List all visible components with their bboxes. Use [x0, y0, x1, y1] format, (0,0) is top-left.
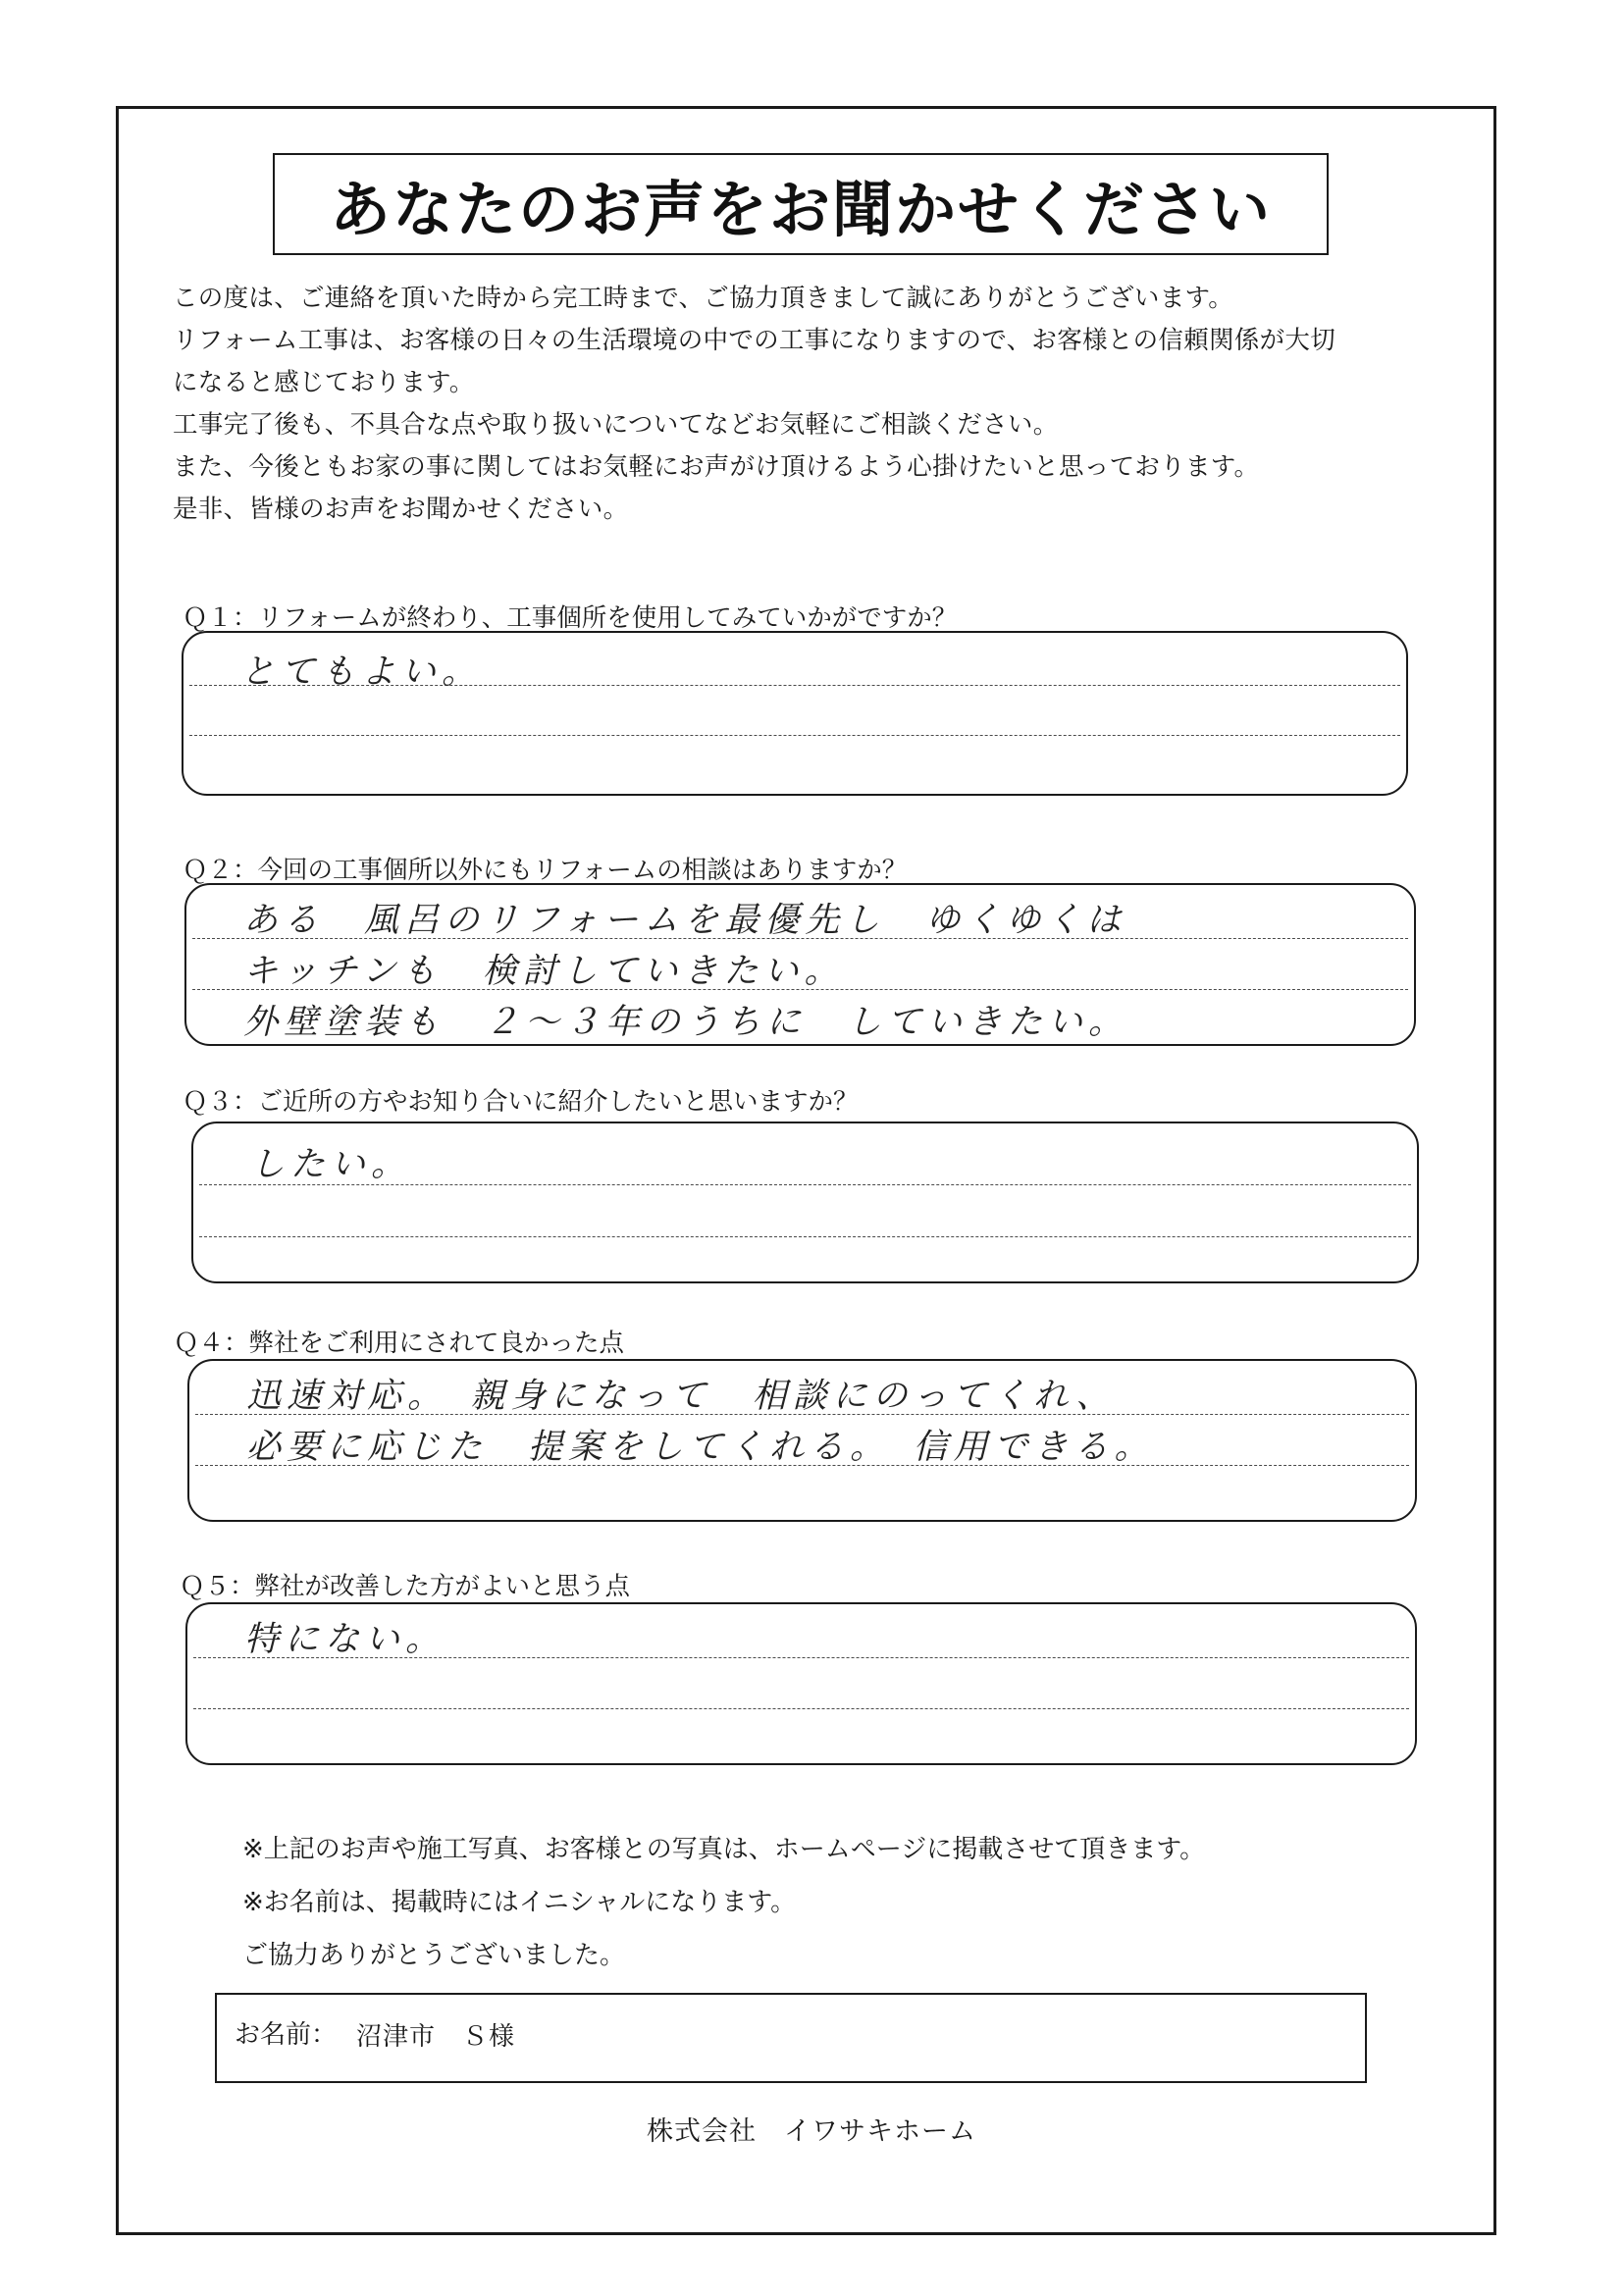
- question-3-answer-box: [191, 1122, 1419, 1283]
- question-2-label: Ｑ２：今回の工事個所以外にもリフォームの相談はありますか？: [183, 856, 908, 885]
- intro-line: この度は、ご連絡を頂いた時から完工時まで、ご協力頂きまして誠にありがとうございます。: [173, 284, 1234, 313]
- notes: [242, 1823, 1205, 1982]
- name-value: 沼津市 Ｓ様: [356, 2022, 516, 2052]
- question-2-answer-line: キッチンも 検討していきたい。: [243, 952, 845, 991]
- intro-line: 工事完了後も、不具合な点や取り扱いについてなどお気軽にご相談ください。: [173, 410, 1059, 440]
- company-name: 株式会社 イワサキホーム: [647, 2116, 976, 2147]
- note-line: ※上記のお声や施工写真、お客様との写真は、ホームページに掲載させて頂きます。: [242, 1835, 1206, 1864]
- question-4-answer-box: [187, 1359, 1417, 1522]
- name-box: [215, 1993, 1367, 2083]
- intro-line: また、今後ともお家の事に関してはお気軽にお声がけ頂けるよう心掛けたいと思っております。: [173, 452, 1260, 482]
- question-1-answer-line: とてもよい。: [240, 652, 483, 692]
- question-3-answer-line: したい。: [250, 1145, 412, 1184]
- intro-line: になると感じております。: [173, 368, 475, 397]
- thanks-line: ご協力ありがとうございました。: [242, 1941, 626, 1970]
- title-box: [273, 153, 1329, 255]
- question-1-label: Ｑ１：リフォームが終わり、工事個所を使用してみていかがですか？: [183, 603, 958, 633]
- question-5-answer-line: 特にない。: [244, 1620, 446, 1659]
- name-label: お名前：: [235, 2020, 338, 2050]
- question-1-answer-box: [182, 631, 1408, 796]
- question-5-answer-box: [185, 1602, 1417, 1765]
- question-3-label: Ｑ３：ご近所の方やお知り合いに紹介したいと思いますか？: [183, 1087, 859, 1117]
- question-4-label: Ｑ４：弊社をご利用にされて良かった点: [174, 1329, 625, 1358]
- question-2-answer-line: ある 風呂のリフォームを最優先し ゆくゆくは: [243, 901, 1127, 940]
- question-4-answer-line: 迅速対応。 親身になって 相談にのってくれ、: [246, 1377, 1117, 1416]
- answer-guide-line: [199, 1236, 1411, 1237]
- answer-guide-line: [193, 1708, 1409, 1709]
- intro-line: 是非、皆様のお声をお聞かせください。: [173, 495, 629, 524]
- question-2-answer-line: 外壁塗装も ２～３年のうちに していきたい。: [243, 1003, 1129, 1042]
- page-title: あなたのお声をお聞かせください: [329, 173, 1272, 245]
- intro-line: リフォーム工事は、お客様の日々の生活環境の中での工事になりますので、お客様との信頼関係が大切: [173, 326, 1336, 355]
- intro-text: [173, 278, 1458, 531]
- answer-guide-line: [189, 735, 1400, 736]
- note-line: ※お名前は、掲載時にはイニシャルになります。: [242, 1888, 797, 1917]
- question-4-answer-line: 必要に応じた 提案をしてくれる。 信用できる。: [246, 1428, 1155, 1467]
- question-5-label: Ｑ５：弊社が改善した方がよいと思う点: [180, 1572, 631, 1601]
- question-2-answer-box: [184, 883, 1416, 1046]
